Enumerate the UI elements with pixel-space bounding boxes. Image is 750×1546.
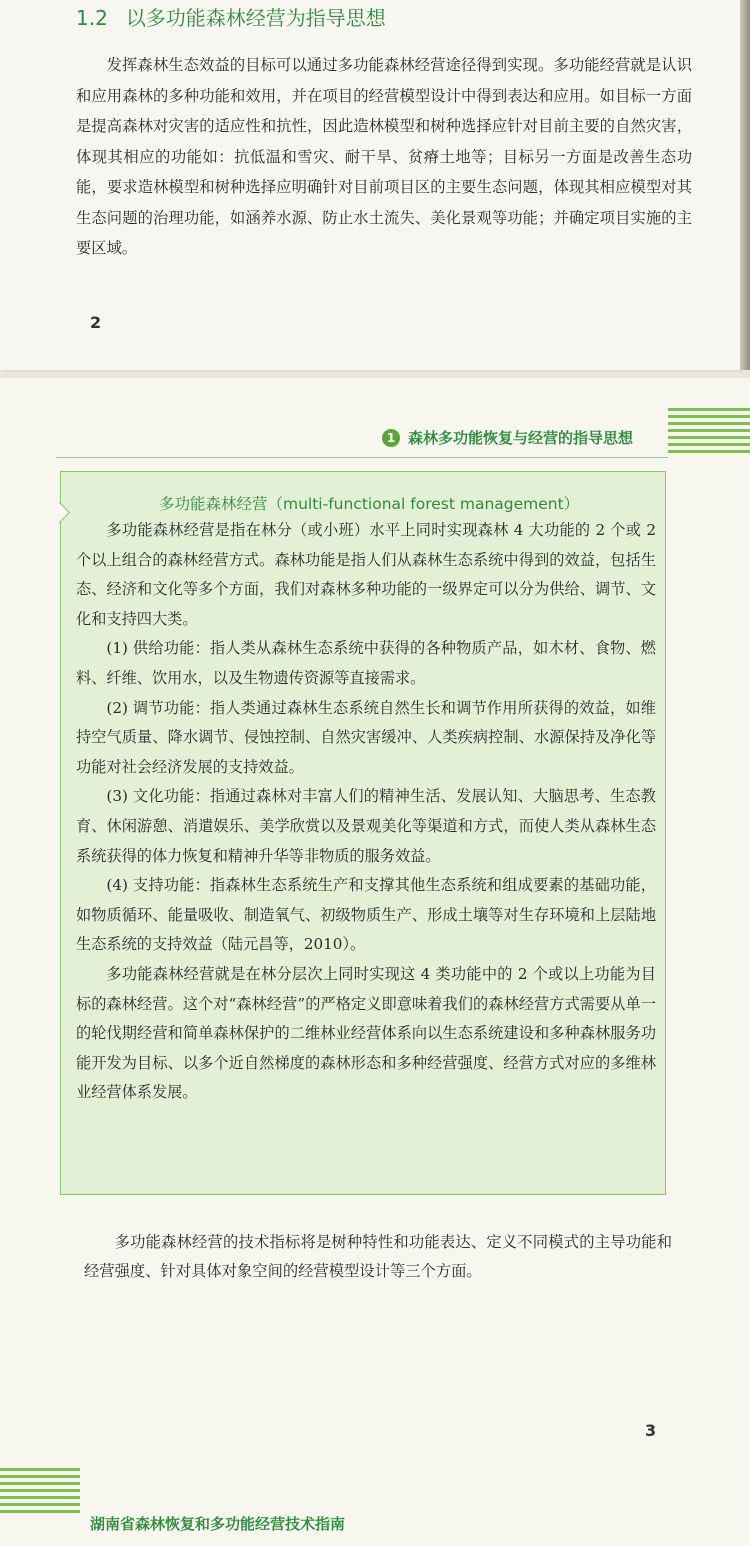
page-edge-shadow — [740, 0, 750, 370]
box-paragraph: 多功能森林经营是指在林分（或小班）水平上同时实现森林 4 大功能的 2 个或 2 个以上组合的森林经营方式。森林功能是指人们从森林生态系统中得到的效益，包括生态、经济和文化等多个方面，我们对森林多种功能的一级界定可以分为供给、调节、文化和支持四大类。 — [76, 521, 656, 628]
page-3 — [0, 378, 750, 1546]
header-rule — [56, 457, 668, 458]
definition-box — [60, 471, 666, 1195]
running-foot: 湖南省森林恢复和多功能经营技术指南 — [90, 1515, 346, 1533]
box-content — [76, 516, 656, 1108]
running-head — [382, 427, 633, 448]
box-paragraph: (1) 供给功能：指人类从森林生态系统中获得的各种物质产品，如木材、食物、燃料、纤维、饮用水，以及生物遗传资源等直接需求。 — [76, 639, 656, 687]
box-paragraph: (3) 文化功能：指通过森林对丰富人们的精神生活、发展认知、大脑思考、生态教育、休闲游憩、消遣娱乐、美学欣赏以及景观美化等渠道和方式，而使人类从森林生态系统获得的体力恢复和精神升华等非物质的服务效益。 — [76, 787, 656, 865]
section-title: 以多功能森林经营为指导思想 — [125, 6, 386, 30]
section-number: 1.2 — [76, 6, 108, 30]
body-paragraph: 发挥森林生态效益的目标可以通过多功能森林经营途径得到实现。多功能经营就是认识和应用森林的多种功能和效用，并在项目的经营模型设计中得到表达和应用。如目标一方面是提高森林对灾害的适应性和抗性，因此造林模型和树种选择应针对目前主要的自然灾害，体现其相应的功能如：抗低温和雪灾、耐干旱、贫瘠土地等；目标另一方面是改善生态功能，要求造林模型和树种选择应明确针对目前项目区的主要生态问题，体现其相应模型对其生态问题的治理功能，如涵养水源、防止水土流失、美化景观等功能；并确定项目实施的主要区域。 — [76, 56, 692, 257]
running-head-title: 森林多功能恢复与经营的指导思想 — [408, 429, 634, 447]
box-notch-decoration — [49, 502, 70, 523]
footer-stripes-decoration — [0, 1468, 80, 1514]
box-paragraph: (4) 支持功能：指森林生态系统生产和支撑其他生态系统和组成要素的基础功能，如物质循环、能量吸收、制造氧气、初级物质生产、形成土壤等对生存环境和上层陆地生态系统的支持效益（陆元昌等，2010）。 — [76, 876, 656, 954]
section-heading — [76, 2, 386, 31]
box-paragraph: 多功能森林经营就是在林分层次上同时实现这 4 类功能中的 2 个或以上功能为目标的森林经营。这个对“森林经营”的严格定义即意味着我们的森林经营方式需要从单一的轮伐期经营和简单森林保护的二维林业经营体系向以生态系统建设和多种森林服务功能开发为目标、以多个近自然梯度的森林形态和多种经营强度、经营方式对应的多维林业经营体系发展。 — [76, 964, 656, 1102]
page-2 — [0, 0, 740, 370]
box-paragraph: (2) 调节功能：指人类通过森林生态系统自然生长和调节作用所获得的效益，如维持空气质量、降水调节、侵蚀控制、自然灾害缓冲、人类疾病控制、水源保持及净化等功能对社会经济发展的支持效益。 — [76, 698, 656, 776]
header-stripes-decoration — [668, 408, 750, 454]
body-paragraph: 多功能森林经营的技术指标将是树种特性和功能表达、定义不同模式的主导功能和经营强度、针对具体对象空间的经营模型设计等三个方面。 — [84, 1233, 672, 1280]
page-number: 2 — [90, 313, 102, 332]
chapter-number-badge: 1 — [382, 429, 400, 447]
box-title: 多功能森林经营（multi-functional forest management） — [159, 495, 580, 513]
page-number: 3 — [645, 1421, 657, 1440]
